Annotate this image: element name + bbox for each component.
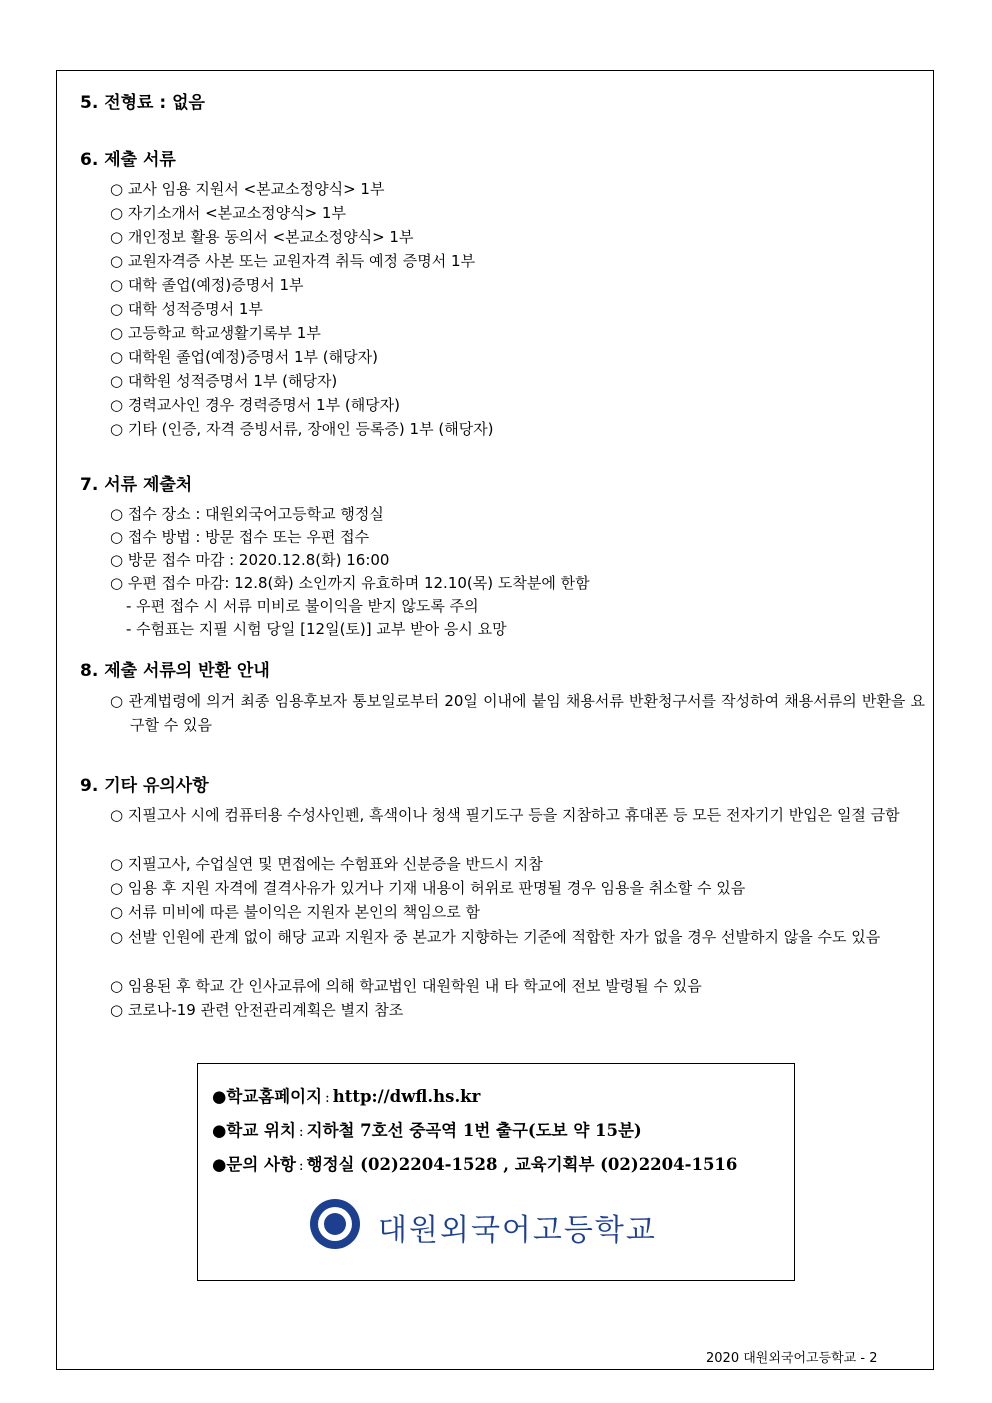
list-item: ○ 대학 성적증명서 1부 <box>110 300 263 318</box>
colon: : <box>325 1090 330 1106</box>
section-7-title: 7. 서류 제출처 <box>80 475 193 495</box>
contact-label: ●문의 사항 <box>212 1155 296 1174</box>
list-item: ○ 교원자격증 사본 또는 교원자격 취득 예정 증명서 1부 <box>110 252 476 270</box>
list-item: ○ 우편 접수 마감: 12.8(화) 소인까지 유효하며 12.10(목) 도착분에 한함 <box>110 574 590 592</box>
list-item: ○ 접수 방법 : 방문 접수 또는 우편 접수 <box>110 528 370 546</box>
section-8-title: 8. 제출 서류의 반환 안내 <box>80 661 270 681</box>
list-item: ○ 기타 (인증, 자격 증빙서류, 장애인 등록증) 1부 (해당자) <box>110 420 494 438</box>
list-item: ○ 방문 접수 마감 : 2020.12.8(화) 16:00 <box>110 551 390 569</box>
list-item: ○ 교사 임용 지원서 <본교소정양식> 1부 <box>110 180 385 198</box>
colon: : <box>298 1158 304 1174</box>
list-item: ○ 서류 미비에 따른 불이익은 지원자 본인의 책임으로 함 <box>110 903 481 921</box>
contact-info-box <box>197 1063 795 1281</box>
list-item: ○ 관계법령에 의거 최종 임용후보자 통보일로부터 20일 이내에 붙임 채용서류 반환청구서를 작성하여 채용서류의 반환을 요구할 수 있음 <box>110 692 925 734</box>
colon: : <box>298 1124 304 1140</box>
section-5-title: 5. 전형료 : 없음 <box>80 93 205 113</box>
page-footer: 2020 대원외국어고등학교 - 2 <box>706 1351 878 1366</box>
list-item: ○ 지필고사 시에 컴퓨터용 수성사인펜, 흑색이나 청색 필기도구 등을 지참하고 휴대폰 등 모든 전자기기 반입은 일절 금함 <box>110 806 900 824</box>
location-label: ●학교 위치 <box>212 1121 296 1140</box>
list-item: ○ 경력교사인 경우 경력증명서 1부 (해당자) <box>110 396 401 414</box>
logo-text: 대원외국어고등학교 <box>378 1213 657 1248</box>
homepage-link[interactable]: http://dwfl.hs.kr <box>332 1087 481 1106</box>
list-item: ○ 코로나-19 관련 안전관리계획은 별지 참조 <box>110 1001 404 1019</box>
contact-value: 행정실 (02)2204-1528 , 교육기획부 (02)2204-1516 <box>306 1155 738 1174</box>
contact-row <box>212 1154 737 1177</box>
sub-note: - 우편 접수 시 서류 미비로 불이익을 받지 않도록 주의 <box>126 597 479 615</box>
list-item: ○ 임용된 후 학교 간 인사교류에 의해 학교법인 대원학원 내 타 학교에 전보 발령될 수 있음 <box>110 977 702 995</box>
list-item: ○ 지필고사, 수업실연 및 면접에는 수험표와 신분증을 반드시 지참 <box>110 855 543 873</box>
list-item: ○ 대학 졸업(예정)증명서 1부 <box>110 276 304 294</box>
list-item: ○ 대학원 졸업(예정)증명서 1부 (해당자) <box>110 348 378 366</box>
location-row <box>212 1120 642 1143</box>
school-emblem-icon <box>310 1199 360 1249</box>
location-value: 지하철 7호선 중곡역 1번 출구(도보 약 15분) <box>306 1121 642 1140</box>
sub-note: - 수험표는 지필 시험 당일 [12일(토)] 교부 받아 응시 요망 <box>126 620 507 638</box>
list-item: ○ 개인정보 활용 동의서 <본교소정양식> 1부 <box>110 228 414 246</box>
homepage-label: ●학교홈페이지 <box>212 1087 323 1106</box>
list-item: ○ 선발 인원에 관계 없이 해당 교과 지원자 중 본교가 지향하는 기준에 적합한 자가 없을 경우 선발하지 않을 수도 있음 <box>110 928 881 946</box>
list-item: ○ 접수 장소 : 대원외국어고등학교 행정실 <box>110 505 384 523</box>
list-item: ○ 고등학교 학교생활기록부 1부 <box>110 324 321 342</box>
list-item: ○ 임용 후 지원 자격에 결격사유가 있거나 기재 내용이 허위로 판명될 경우 임용을 취소할 수 있음 <box>110 879 746 897</box>
section-6-title: 6. 제출 서류 <box>80 150 176 170</box>
section-9-title: 9. 기타 유의사항 <box>80 776 209 796</box>
list-item: ○ 대학원 성적증명서 1부 (해당자) <box>110 372 338 390</box>
homepage-row <box>212 1086 480 1109</box>
school-logo <box>310 1199 690 1253</box>
list-item: ○ 자기소개서 <본교소정양식> 1부 <box>110 204 346 222</box>
